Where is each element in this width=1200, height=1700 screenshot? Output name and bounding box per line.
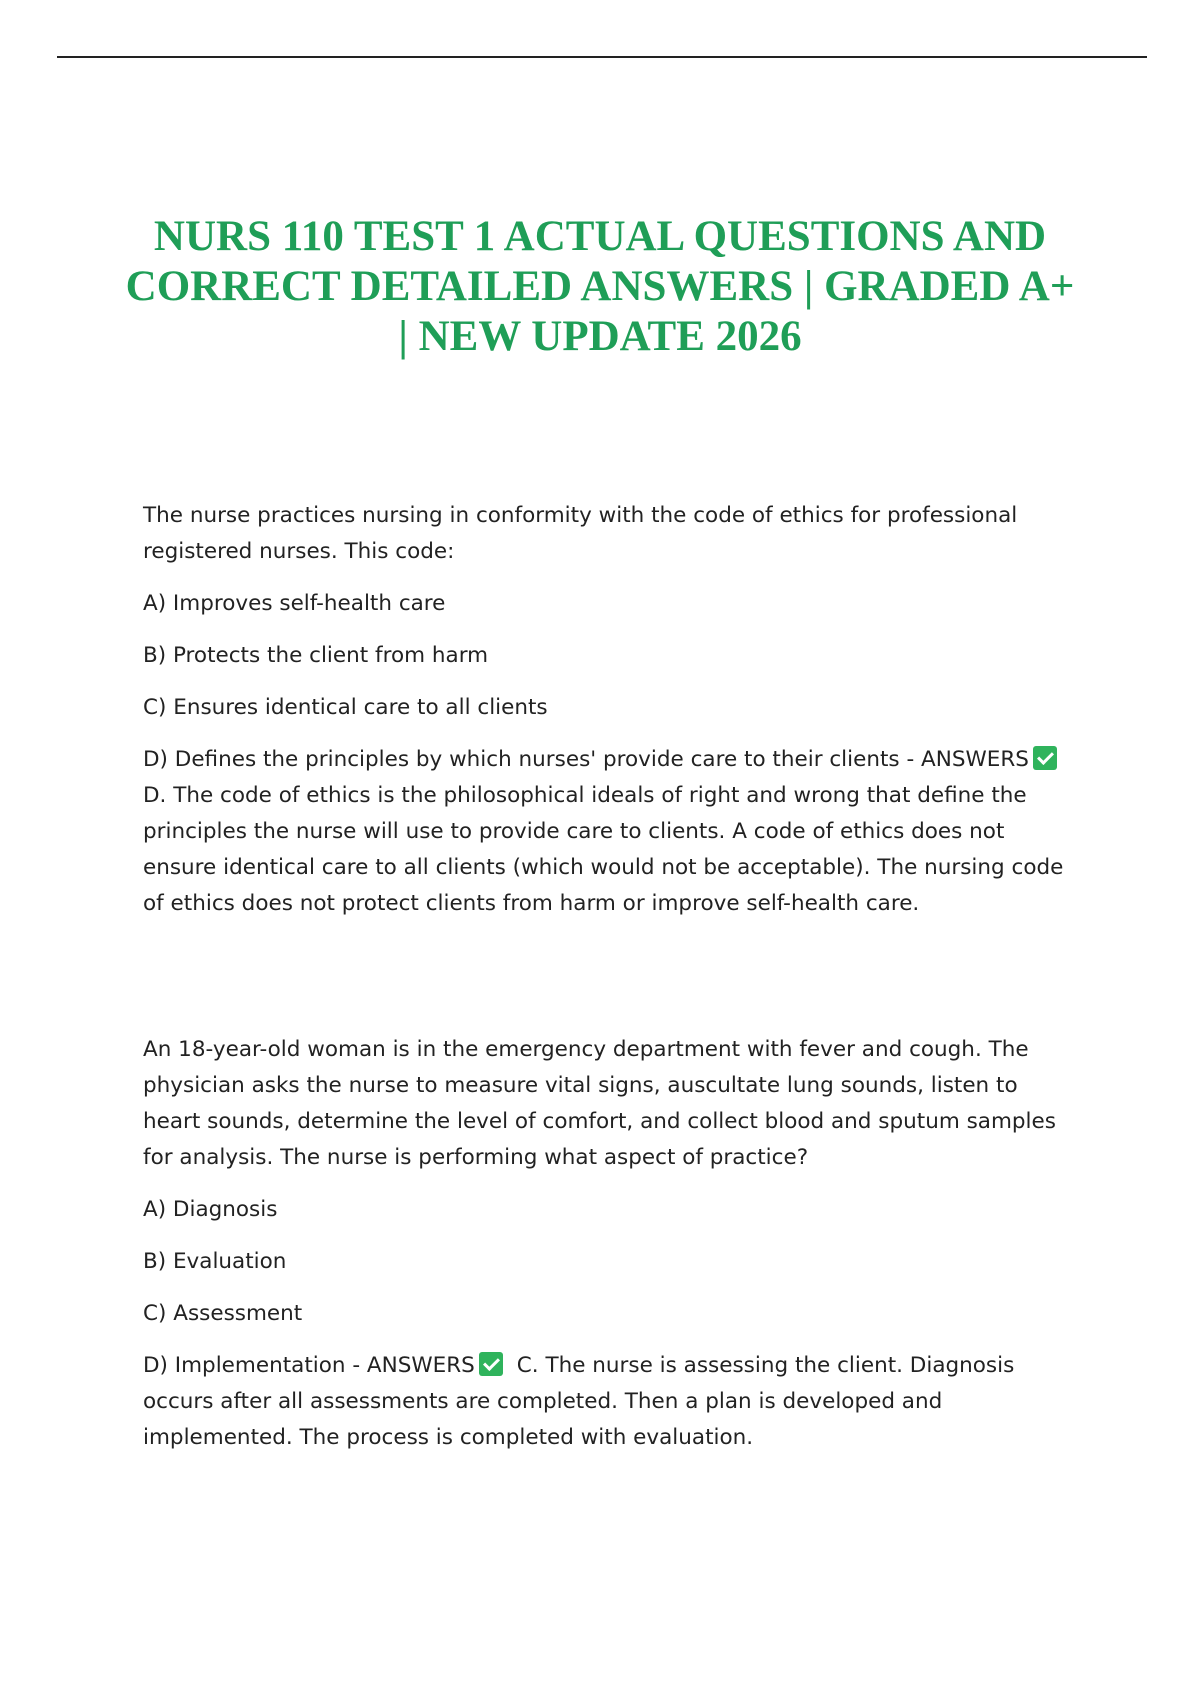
option-d-with-answer: [143, 742, 1073, 922]
option-a: A) Improves self-health care: [143, 591, 446, 616]
option-b: B) Evaluation: [143, 1249, 287, 1274]
option-c: C) Ensures identical care to all clients: [143, 695, 548, 720]
question-2: [143, 1032, 1073, 1456]
question-stem: An 18-year-old woman is in the emergency department with fever and cough. The physician asks the nurse to measure vital signs, auscultate lung sounds, listen to heart sounds, determine the level of comfort, and collect blood and sputum samples for analysis. The nurse is performing what aspect of practice?: [143, 1037, 1056, 1170]
question-stem: The nurse practices nursing in conformity with the code of ethics for professional registered nurses. This code:: [143, 503, 1018, 564]
option-b: B) Protects the client from harm: [143, 643, 489, 668]
document-title: NURS 110 TEST 1 ACTUAL QUESTIONS AND CORRECT DETAILED ANSWERS | GRADED A+ | NEW UPDATE 2026: [125, 213, 1075, 360]
answer-explanation: D. The code of ethics is the philosophical ideals of right and wrong that define the principles the nurse will use to provide care to clients. A code of ethics does not ensure identical care to all clients (which would not be acceptable). The nursing code of ethics does not protect clients from harm or improve self-health care.: [143, 783, 1064, 916]
answer-explanation: C. The nurse is assessing the client. Diagnosis occurs after all assessments are completed. Then a plan is developed and implemented. The process is completed with evaluation.: [143, 1353, 1015, 1450]
option-d: D) Defines the principles by which nurses' provide care to their clients - ANSWERS: [143, 747, 1029, 772]
header-divider: [57, 56, 1147, 58]
question-1: [143, 498, 1073, 922]
option-a: A) Diagnosis: [143, 1197, 278, 1222]
check-mark-icon: [1033, 746, 1057, 770]
option-d: D) Implementation - ANSWERS: [143, 1353, 475, 1378]
option-c: C) Assessment: [143, 1301, 303, 1326]
option-d-with-answer: [143, 1348, 1073, 1456]
check-mark-icon: [479, 1352, 503, 1376]
